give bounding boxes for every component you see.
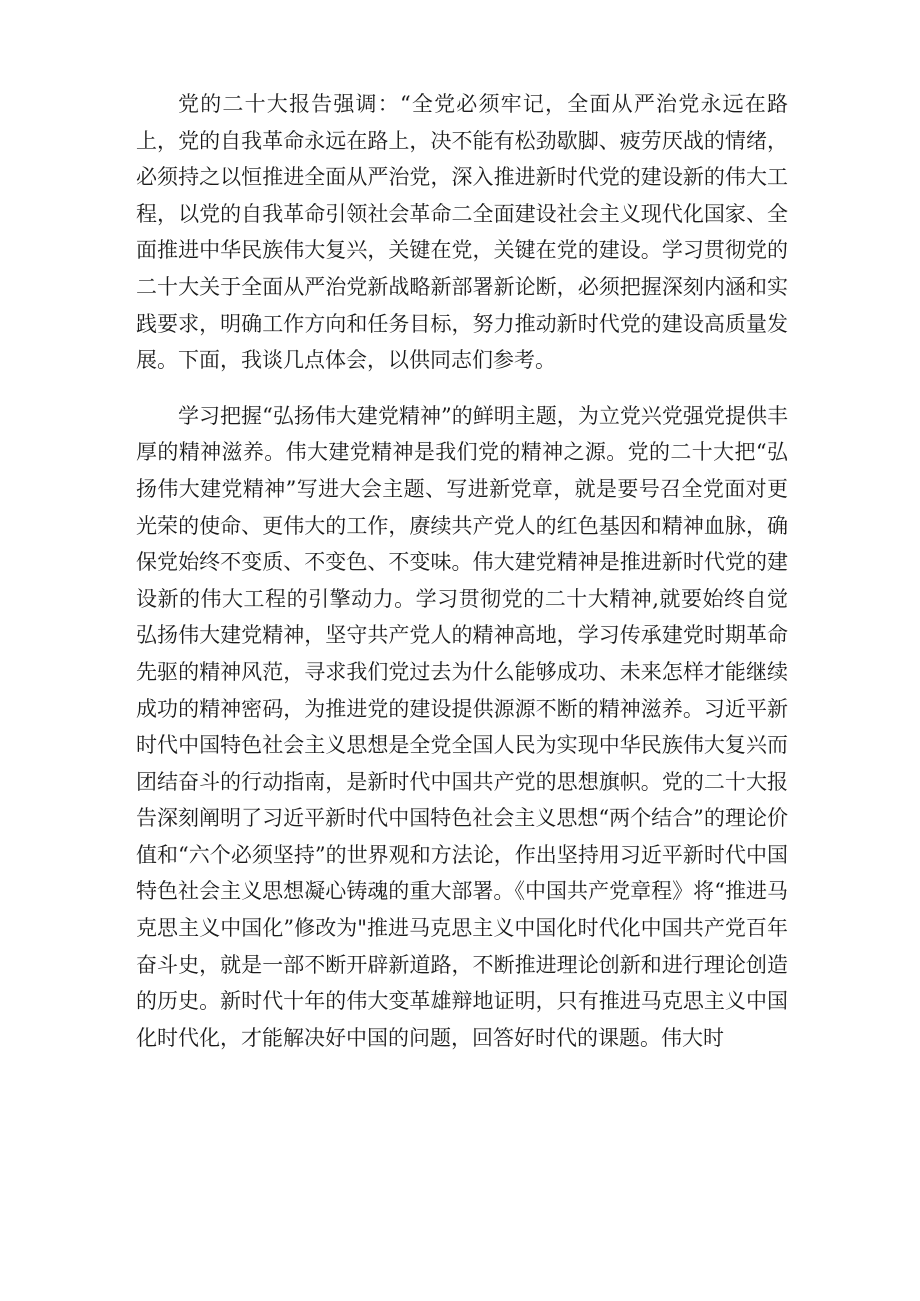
- paragraph-party-spirit: 学习把握“弘扬伟大建党精神”的鲜明主题，为立党兴党强党提供丰厚的精神滋养。伟大建党精神是我们党的精神之源。党的二十大把“弘扬伟大建党精神”写进大会主题、写进新党章，就是要号召全党面对更光荣的使命、更伟大的工作，赓续共产党人的红色基因和精神血脉，确保党始终不变质、不变色、不变味。伟大建党精神是推进新时代党的建设新的伟大工程的引擎动力。学习贯彻党的二十大精神,就要始终自觉弘扬伟大建党精神，坚守共产党人的精神高地，学习传承建党时期革命先驱的精神风范，寻求我们党过去为什么能够成功、未来怎样才能继续成功的精神密码，为推进党的建设提供源源不断的精神滋养。习近平新时代中国特色社会主义思想是全党全国人民为实现中华民族伟大复兴而团结奋斗的行动指南，是新时代中国共产党的思想旗帜。党的二十大报告深刻阐明了习近平新时代中国特色社会主义思想“两个结合”的理论价值和“六个必须坚持”的世界观和方法论，作出坚持用习近平新时代中国特色社会主义思想凝心铸魂的重大部署。《中国共产党章程》将“推进马克思主义中国化”修改为"推进马克思主义中国化时代化中国共产党百年奋斗史，就是一部不断开辟新道路，不断推进理论创新和进行理论创造的历史。新时代十年的伟大变革雄辩地证明，只有推进马克思主义中国化时代化，才能解决好中国的问题，回答好时代的课题。伟大时: [136, 403, 788, 1050]
- paragraph-intro: 党的二十大报告强调：“全党必须牢记，全面从严治党永远在路上，党的自我革命永远在路上，决不能有松劲歇脚、疲劳厌战的情绪，必须持之以恒推进全面从严治党，深入推进新时代党的建设新的伟大工程，以党的自我革命引领社会革命二全面建设社会主义现代化国家、全面推进中华民族伟大复兴，关键在党，关键在党的建设。学习贯彻党的二十大关于全面从严治党新战略新部署新论断，必须把握深刻内涵和实践要求，明确工作方向和任务目标，努力推动新时代党的建设高质量发展。下面，我谈几点体会，以供同志们参考。: [136, 92, 788, 373]
- document-body: [136, 86, 788, 1056]
